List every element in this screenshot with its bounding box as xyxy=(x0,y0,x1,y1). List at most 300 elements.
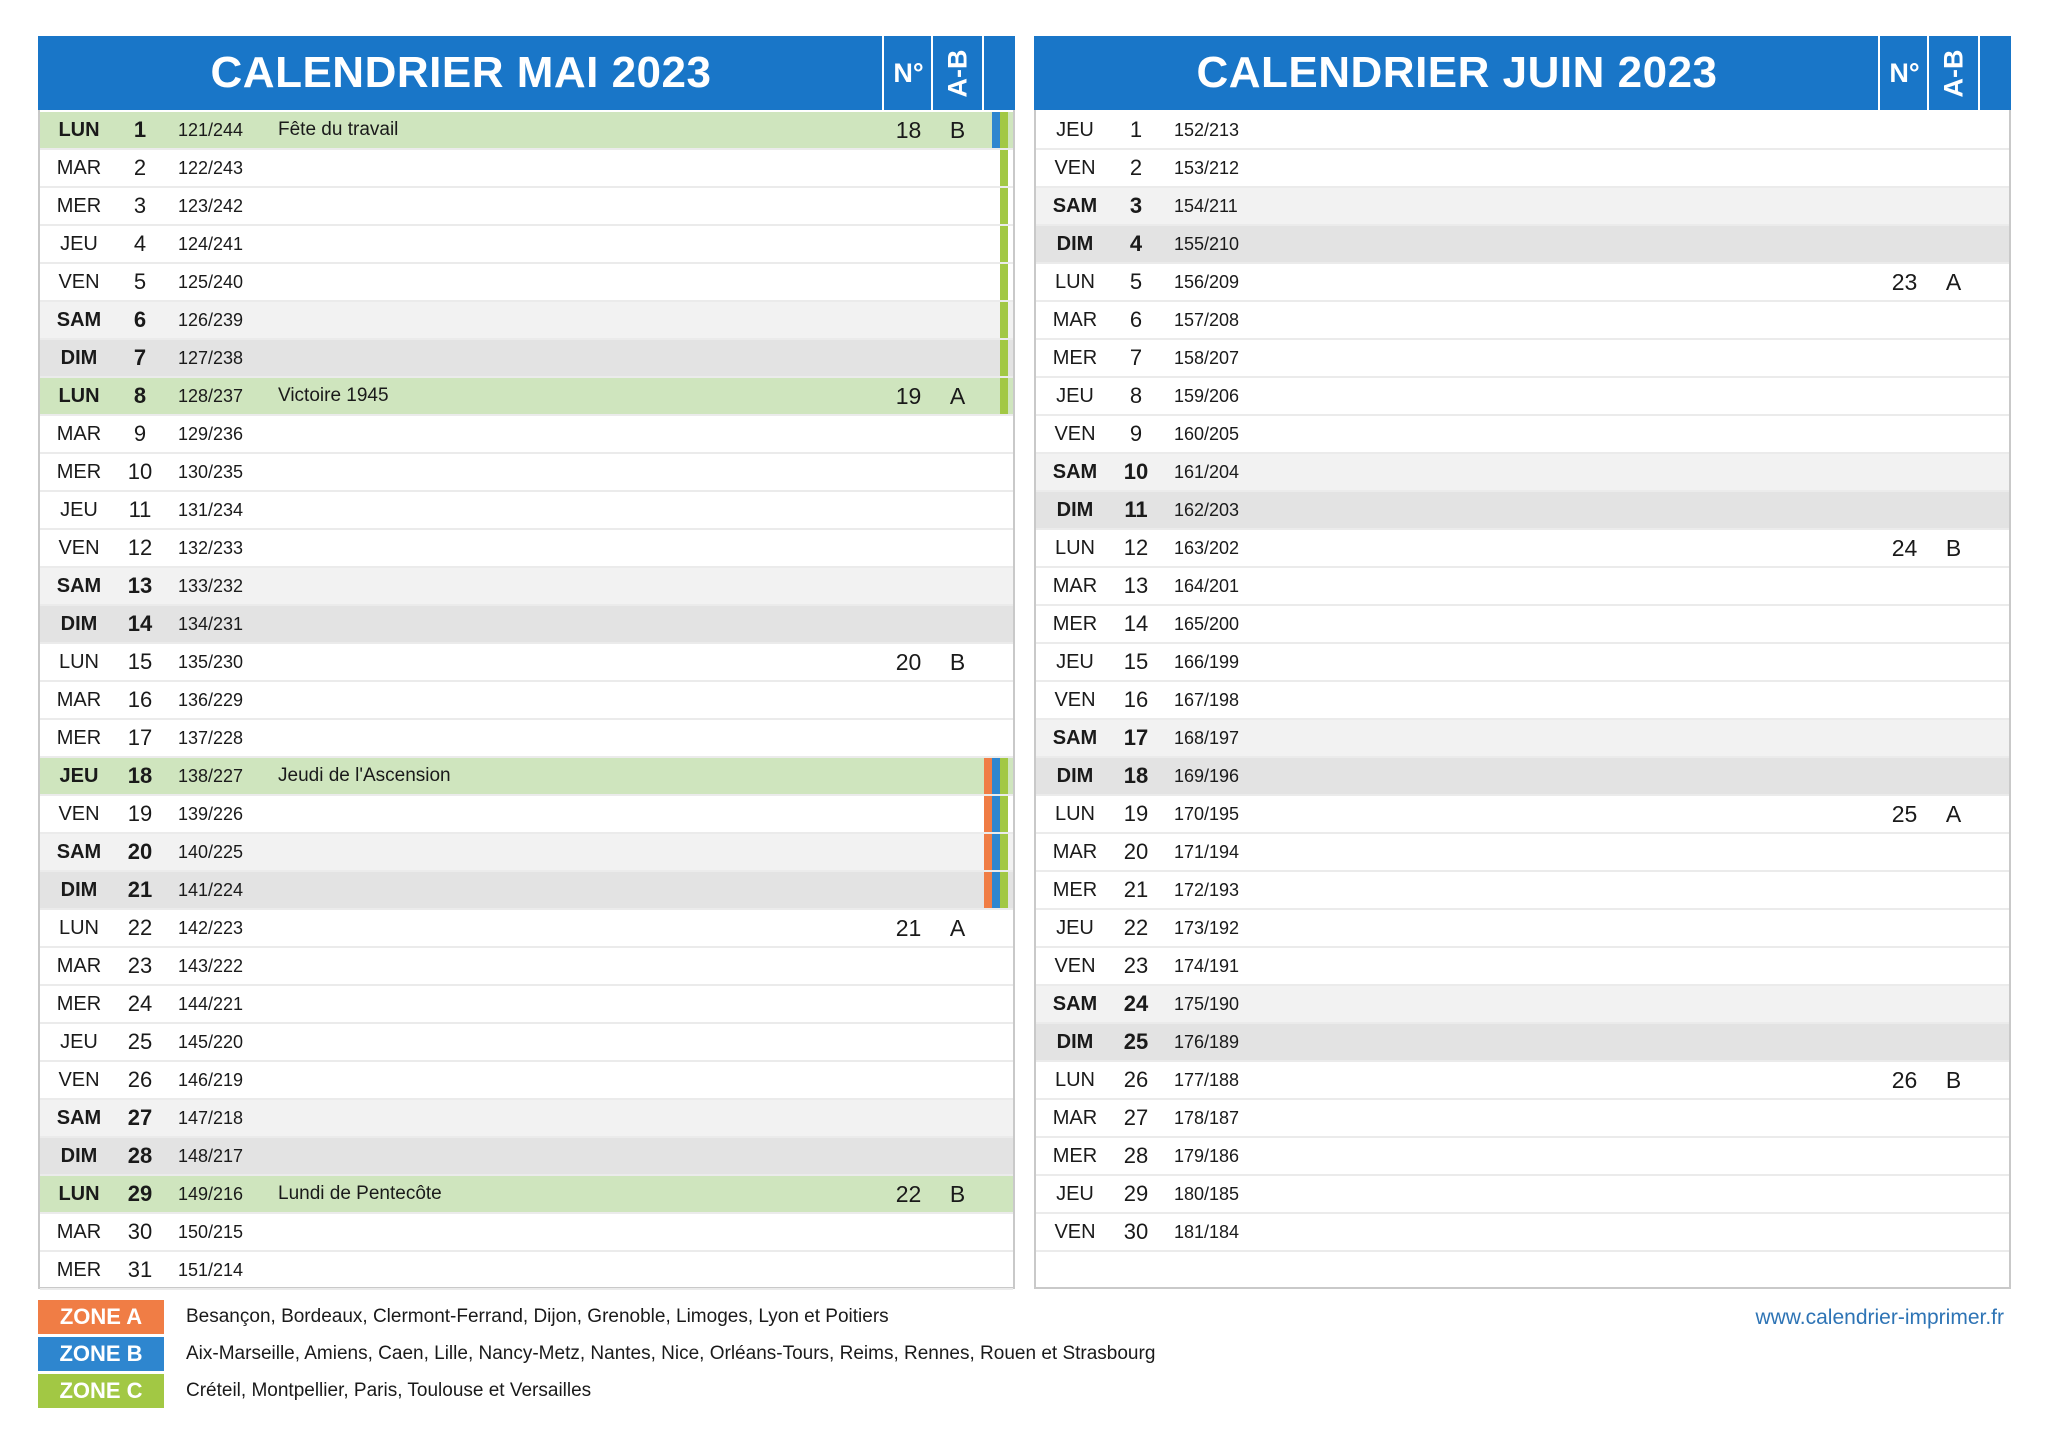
day-of-year: 134/231 xyxy=(178,614,244,634)
week-ab: B xyxy=(949,117,966,143)
day-number: 12 xyxy=(127,535,153,560)
day-name: LUN xyxy=(1054,1069,1095,1091)
day-of-year: 160/205 xyxy=(1174,424,1240,444)
holiday-name: Victoire 1945 xyxy=(278,385,389,406)
calendar-row xyxy=(1036,986,2009,1024)
day-number: 5 xyxy=(1129,269,1143,294)
day-name: MER xyxy=(56,1259,102,1281)
day-number: 27 xyxy=(127,1105,153,1130)
week-number: 23 xyxy=(1891,269,1918,295)
calendar-row xyxy=(1036,530,2009,568)
day-name: LUN xyxy=(58,651,99,673)
week-ab-header-label: A-B xyxy=(1938,49,1968,97)
zone-b-vacation-bar xyxy=(992,872,1000,908)
week-number-header: N° xyxy=(882,36,933,110)
calendar-row xyxy=(40,720,1013,758)
calendar-row xyxy=(40,1024,1013,1062)
day-of-year: 161/204 xyxy=(1174,462,1240,482)
june-calendar xyxy=(1034,36,2011,1289)
day-of-year: 133/232 xyxy=(178,576,244,596)
calendar-row xyxy=(40,796,1013,834)
day-number: 27 xyxy=(1123,1105,1149,1130)
day-number: 7 xyxy=(1129,345,1143,370)
day-of-year: 128/237 xyxy=(178,386,244,406)
day-number: 9 xyxy=(1129,421,1143,446)
day-name: SAM xyxy=(1052,993,1098,1015)
day-of-year: 154/211 xyxy=(1174,196,1238,216)
day-number: 4 xyxy=(133,231,147,256)
day-of-year: 122/243 xyxy=(178,158,244,178)
day-number: 16 xyxy=(1123,687,1149,712)
day-name: VEN xyxy=(1054,157,1096,179)
june-title: CALENDRIER JUIN 2023 xyxy=(1196,48,1718,97)
day-of-year: 181/184 xyxy=(1174,1222,1240,1242)
day-name: LUN xyxy=(58,1183,100,1205)
day-name: DIM xyxy=(60,347,98,369)
day-name: JEU xyxy=(1056,385,1094,407)
week-ab: A xyxy=(1945,801,1962,827)
day-of-year: 175/190 xyxy=(1174,994,1240,1014)
calendar-row xyxy=(1036,606,2009,644)
day-name: LUN xyxy=(58,917,99,939)
day-of-year: 166/199 xyxy=(1174,652,1240,672)
day-number: 31 xyxy=(127,1257,153,1282)
day-of-year: 127/238 xyxy=(178,348,244,368)
calendar-row xyxy=(1036,264,2009,302)
week-number: 19 xyxy=(895,383,922,409)
day-of-year: 159/206 xyxy=(1174,386,1240,406)
day-number: 5 xyxy=(133,269,147,294)
day-of-year: 135/230 xyxy=(178,652,244,672)
day-number: 18 xyxy=(1123,763,1149,788)
day-number: 26 xyxy=(1123,1067,1149,1092)
calendar-row xyxy=(1036,1214,2009,1252)
day-number: 25 xyxy=(127,1029,153,1054)
day-name: MER xyxy=(1052,879,1098,901)
day-of-year: 140/225 xyxy=(178,842,244,862)
calendar-row xyxy=(40,264,1013,302)
zone-c-vacation-bar xyxy=(1000,340,1008,376)
zone-a-vacation-bar xyxy=(984,758,992,794)
week-ab: A xyxy=(949,915,966,941)
zone-c-label: ZONE C xyxy=(38,1374,164,1408)
day-name: VEN xyxy=(58,1069,100,1091)
may-title: CALENDRIER MAI 2023 xyxy=(210,48,712,97)
calendar-row xyxy=(40,150,1013,188)
calendar-row xyxy=(1036,378,2009,416)
day-of-year: 149/216 xyxy=(178,1184,244,1204)
day-number: 10 xyxy=(1123,459,1149,484)
day-name: DIM xyxy=(1056,765,1094,787)
calendar-row xyxy=(1036,112,2009,150)
calendar-row xyxy=(40,188,1013,226)
holiday-name: Jeudi de l'Ascension xyxy=(278,765,451,786)
day-number: 11 xyxy=(128,497,152,522)
day-number: 21 xyxy=(1123,877,1149,902)
day-of-year: 174/191 xyxy=(1174,956,1240,976)
day-number: 6 xyxy=(133,307,147,332)
day-name: SAM xyxy=(1052,195,1098,217)
calendar-row xyxy=(1036,834,2009,872)
calendar-row xyxy=(1036,1100,2009,1138)
holiday-name: Lundi de Pentecôte xyxy=(278,1183,442,1204)
day-name: VEN xyxy=(58,537,100,559)
week-ab-header xyxy=(1927,36,1980,110)
day-name: JEU xyxy=(60,1031,98,1053)
calendar-row xyxy=(1036,1176,2009,1214)
day-of-year: 123/242 xyxy=(178,196,244,216)
day-name: SAM xyxy=(56,309,102,331)
calendar-row xyxy=(40,644,1013,682)
day-number: 22 xyxy=(1123,915,1149,940)
zone-c-vacation-bar xyxy=(1000,112,1008,148)
day-of-year: 151/214 xyxy=(178,1260,244,1280)
day-of-year: 139/226 xyxy=(178,804,244,824)
zone-c-cities: Créteil, Montpellier, Paris, Toulouse et Versailles xyxy=(186,1380,592,1401)
day-of-year: 157/208 xyxy=(1174,310,1240,330)
day-name: LUN xyxy=(58,385,100,407)
day-name: MAR xyxy=(56,955,102,977)
day-name: MER xyxy=(1052,347,1098,369)
day-name: VEN xyxy=(1054,955,1096,977)
calendar-row xyxy=(40,948,1013,986)
calendar-row xyxy=(1036,948,2009,986)
day-of-year: 146/219 xyxy=(178,1070,244,1090)
day-number: 16 xyxy=(127,687,153,712)
calendar-row xyxy=(1036,796,2009,834)
day-name: VEN xyxy=(58,803,100,825)
week-ab: B xyxy=(949,649,966,675)
day-name: LUN xyxy=(1054,803,1095,825)
zone-b-vacation-bar xyxy=(992,834,1000,870)
zone-b-vacation-bar xyxy=(992,758,1000,794)
day-number: 22 xyxy=(127,915,153,940)
day-name: SAM xyxy=(56,575,102,597)
zone-a-vacation-bar xyxy=(984,872,992,908)
day-of-year: 129/236 xyxy=(178,424,244,444)
day-of-year: 173/192 xyxy=(1174,918,1240,938)
calendar-row xyxy=(1036,644,2009,682)
day-name: VEN xyxy=(1054,1221,1096,1243)
website-link[interactable]: www.calendrier-imprimer.fr xyxy=(1755,1306,2004,1329)
day-of-year: 165/200 xyxy=(1174,614,1240,634)
calendar-row xyxy=(40,1176,1013,1214)
day-name: LUN xyxy=(58,119,100,141)
day-of-year: 145/220 xyxy=(178,1032,244,1052)
day-number: 26 xyxy=(127,1067,153,1092)
day-name: JEU xyxy=(59,765,99,787)
calendar-row xyxy=(40,834,1013,872)
day-number: 29 xyxy=(1123,1181,1149,1206)
holiday-name: Fête du travail xyxy=(278,119,399,140)
day-of-year: 179/186 xyxy=(1174,1146,1240,1166)
day-of-year: 180/185 xyxy=(1174,1184,1240,1204)
day-name: MAR xyxy=(56,1221,102,1243)
week-ab: B xyxy=(1945,1067,1962,1093)
zone-c-vacation-bar xyxy=(1000,378,1008,414)
day-number: 9 xyxy=(133,421,147,446)
calendar-row xyxy=(1036,872,2009,910)
day-of-year: 132/233 xyxy=(178,538,244,558)
zone-a-vacation-bar xyxy=(984,796,992,832)
day-number: 15 xyxy=(127,649,153,674)
calendar-row xyxy=(40,340,1013,378)
day-number: 8 xyxy=(133,383,147,408)
zone-a-vacation-bar xyxy=(984,834,992,870)
zone-a-cities: Besançon, Bordeaux, Clermont-Ferrand, Dijon, Grenoble, Limoges, Lyon et Poitiers xyxy=(186,1306,889,1327)
calendar-row xyxy=(40,416,1013,454)
day-name: JEU xyxy=(60,233,98,255)
day-number: 17 xyxy=(127,725,153,750)
calendar-row xyxy=(1036,188,2009,226)
zone-c-vacation-bar xyxy=(1000,872,1008,908)
day-name: MER xyxy=(1052,613,1098,635)
day-number: 19 xyxy=(1123,801,1149,826)
calendar-row xyxy=(1036,1138,2009,1176)
day-number: 14 xyxy=(127,611,153,636)
day-number: 30 xyxy=(127,1219,153,1244)
day-number: 17 xyxy=(1123,725,1149,750)
calendar-row xyxy=(40,1062,1013,1100)
day-number: 18 xyxy=(127,763,153,788)
day-of-year: 176/189 xyxy=(1174,1032,1240,1052)
day-name: DIM xyxy=(1056,499,1094,521)
day-number: 7 xyxy=(133,345,147,370)
day-name: MAR xyxy=(1052,841,1098,863)
day-number: 6 xyxy=(1129,307,1143,332)
day-number: 13 xyxy=(1123,573,1149,598)
zone-c-vacation-bar xyxy=(1000,834,1008,870)
calendar-row xyxy=(1036,226,2009,264)
may-calendar xyxy=(38,36,1015,1289)
day-of-year: 153/212 xyxy=(1174,158,1240,178)
day-name: MAR xyxy=(1052,575,1098,597)
calendar-row xyxy=(40,758,1013,796)
calendar-row xyxy=(40,1252,1013,1290)
day-number: 10 xyxy=(127,459,153,484)
zone-c-vacation-bar xyxy=(1000,188,1008,224)
day-number: 1 xyxy=(1129,117,1143,142)
day-number: 20 xyxy=(127,839,153,864)
day-name: MER xyxy=(56,461,102,483)
calendar-row xyxy=(40,378,1013,416)
day-number: 12 xyxy=(1123,535,1149,560)
day-of-year: 147/218 xyxy=(178,1108,244,1128)
day-name: MAR xyxy=(1052,309,1098,331)
day-name: SAM xyxy=(56,1107,102,1129)
june-header xyxy=(1034,36,2011,110)
zone-c-vacation-bar xyxy=(1000,226,1008,262)
day-number: 14 xyxy=(1123,611,1149,636)
day-number: 13 xyxy=(127,573,153,598)
day-name: DIM xyxy=(60,613,98,635)
week-ab: A xyxy=(1945,269,1962,295)
week-ab: B xyxy=(949,1181,966,1207)
day-of-year: 155/210 xyxy=(1174,234,1240,254)
day-of-year: 137/228 xyxy=(178,728,244,748)
calendar-row xyxy=(1036,1062,2009,1100)
calendar-row xyxy=(40,682,1013,720)
day-of-year: 171/194 xyxy=(1174,842,1240,862)
day-number: 3 xyxy=(133,193,147,218)
day-number: 23 xyxy=(1123,953,1149,978)
zone-c-vacation-bar xyxy=(1000,758,1008,794)
calendar-row xyxy=(1036,910,2009,948)
day-of-year: 152/213 xyxy=(1174,120,1240,140)
day-name: MAR xyxy=(1052,1107,1098,1129)
day-name: LUN xyxy=(1054,537,1095,559)
day-name: MER xyxy=(1052,1145,1098,1167)
day-number: 25 xyxy=(1123,1029,1149,1054)
calendar-row xyxy=(1036,492,2009,530)
day-of-year: 169/196 xyxy=(1174,766,1240,786)
calendar-row xyxy=(40,606,1013,644)
week-ab: B xyxy=(1945,535,1962,561)
day-name: MAR xyxy=(56,423,102,445)
day-number: 20 xyxy=(1123,839,1149,864)
day-name: SAM xyxy=(1052,461,1098,483)
day-number: 8 xyxy=(1129,383,1143,408)
calendar-row xyxy=(40,112,1013,150)
day-of-year: 156/209 xyxy=(1174,272,1240,292)
day-name: VEN xyxy=(1054,423,1096,445)
day-of-year: 178/187 xyxy=(1174,1108,1240,1128)
calendar-row xyxy=(1036,150,2009,188)
calendar-row xyxy=(1036,454,2009,492)
day-of-year: 150/215 xyxy=(178,1222,244,1242)
day-of-year: 167/198 xyxy=(1174,690,1240,710)
day-of-year: 177/188 xyxy=(1174,1070,1240,1090)
calendar-row xyxy=(40,1214,1013,1252)
calendar-row xyxy=(1036,1024,2009,1062)
week-number: 25 xyxy=(1891,801,1918,827)
day-name: JEU xyxy=(1056,1183,1094,1205)
calendar-row xyxy=(1036,416,2009,454)
day-name: DIM xyxy=(60,879,98,901)
day-name: LUN xyxy=(1054,271,1095,293)
day-name: JEU xyxy=(1056,119,1094,141)
day-name: DIM xyxy=(1056,1031,1094,1053)
day-of-year: 144/221 xyxy=(178,994,244,1014)
day-number: 15 xyxy=(1123,649,1149,674)
day-number: 1 xyxy=(133,117,147,142)
calendar-row xyxy=(40,986,1013,1024)
day-name: DIM xyxy=(60,1145,98,1167)
zone-c-vacation-bar xyxy=(1000,150,1008,186)
calendar-row xyxy=(1036,720,2009,758)
day-of-year: 125/240 xyxy=(178,272,244,292)
day-of-year: 141/224 xyxy=(178,880,244,900)
zone-c-vacation-bar xyxy=(1000,796,1008,832)
zone-a-label: ZONE A xyxy=(38,1300,164,1334)
day-of-year: 162/203 xyxy=(1174,500,1240,520)
week-ab-header xyxy=(931,36,984,110)
day-name: JEU xyxy=(1056,917,1094,939)
week-number: 24 xyxy=(1891,535,1918,561)
calendar-row xyxy=(1036,682,2009,720)
calendar-row xyxy=(40,302,1013,340)
day-name: SAM xyxy=(56,841,102,863)
day-name: DIM xyxy=(1056,233,1094,255)
day-of-year: 158/207 xyxy=(1174,348,1240,368)
day-number: 30 xyxy=(1123,1219,1149,1244)
week-number: 18 xyxy=(895,117,922,143)
calendar-row xyxy=(40,492,1013,530)
day-name: MER xyxy=(56,195,102,217)
calendar-row xyxy=(40,568,1013,606)
day-name: VEN xyxy=(1054,689,1096,711)
day-number: 24 xyxy=(127,991,153,1016)
calendar-row xyxy=(40,530,1013,568)
week-ab-header-label: A-B xyxy=(942,49,972,97)
day-name: JEU xyxy=(1056,651,1094,673)
day-name: SAM xyxy=(1052,727,1098,749)
week-number: 22 xyxy=(895,1181,922,1207)
calendar-row xyxy=(40,872,1013,910)
may-header xyxy=(38,36,1015,110)
day-of-year: 163/202 xyxy=(1174,538,1240,558)
day-number: 24 xyxy=(1123,991,1149,1016)
day-of-year: 136/229 xyxy=(178,690,244,710)
zone-c-vacation-bar xyxy=(1000,264,1008,300)
day-number: 4 xyxy=(1129,231,1143,256)
day-of-year: 148/217 xyxy=(178,1146,244,1166)
day-name: JEU xyxy=(60,499,98,521)
week-number: 20 xyxy=(895,649,922,675)
calendar-row xyxy=(1036,340,2009,378)
day-of-year: 168/197 xyxy=(1174,728,1240,748)
day-of-year: 130/235 xyxy=(178,462,244,482)
day-name: MER xyxy=(56,727,102,749)
day-number: 19 xyxy=(127,801,153,826)
day-number: 2 xyxy=(133,155,147,180)
calendar-row xyxy=(1036,302,2009,340)
day-of-year: 172/193 xyxy=(1174,880,1240,900)
day-name: VEN xyxy=(58,271,100,293)
day-of-year: 143/222 xyxy=(178,956,244,976)
week-number: 21 xyxy=(895,915,922,941)
calendar-row xyxy=(1036,758,2009,796)
day-number: 23 xyxy=(127,953,153,978)
zone-b-vacation-bar xyxy=(992,112,1000,148)
day-of-year: 138/227 xyxy=(178,766,244,786)
day-of-year: 142/223 xyxy=(178,918,244,938)
calendar-row xyxy=(40,1100,1013,1138)
day-of-year: 121/244 xyxy=(178,120,244,140)
day-number: 28 xyxy=(127,1143,153,1168)
day-of-year: 164/201 xyxy=(1174,576,1240,596)
calendar-row xyxy=(40,226,1013,264)
week-number-header: N° xyxy=(1878,36,1929,110)
zone-c-vacation-bar xyxy=(1000,302,1008,338)
calendar-row xyxy=(40,910,1013,948)
day-of-year: 124/241 xyxy=(178,234,244,254)
day-number: 28 xyxy=(1123,1143,1149,1168)
day-of-year: 131/234 xyxy=(178,500,244,520)
calendar-row xyxy=(1036,568,2009,606)
week-number: 26 xyxy=(1891,1067,1918,1093)
day-number: 29 xyxy=(127,1181,153,1206)
zone-b-label: ZONE B xyxy=(38,1337,164,1371)
zone-b-vacation-bar xyxy=(992,796,1000,832)
zone-b-cities: Aix-Marseille, Amiens, Caen, Lille, Nancy-Metz, Nantes, Nice, Orléans-Tours, Reims, Rennes, Rouen et Strasbourg xyxy=(186,1343,1156,1364)
day-of-year: 126/239 xyxy=(178,310,244,330)
day-number: 11 xyxy=(1124,497,1148,522)
day-number: 21 xyxy=(127,877,153,902)
day-name: MAR xyxy=(56,689,102,711)
week-ab: A xyxy=(949,383,966,409)
calendar-row xyxy=(40,454,1013,492)
